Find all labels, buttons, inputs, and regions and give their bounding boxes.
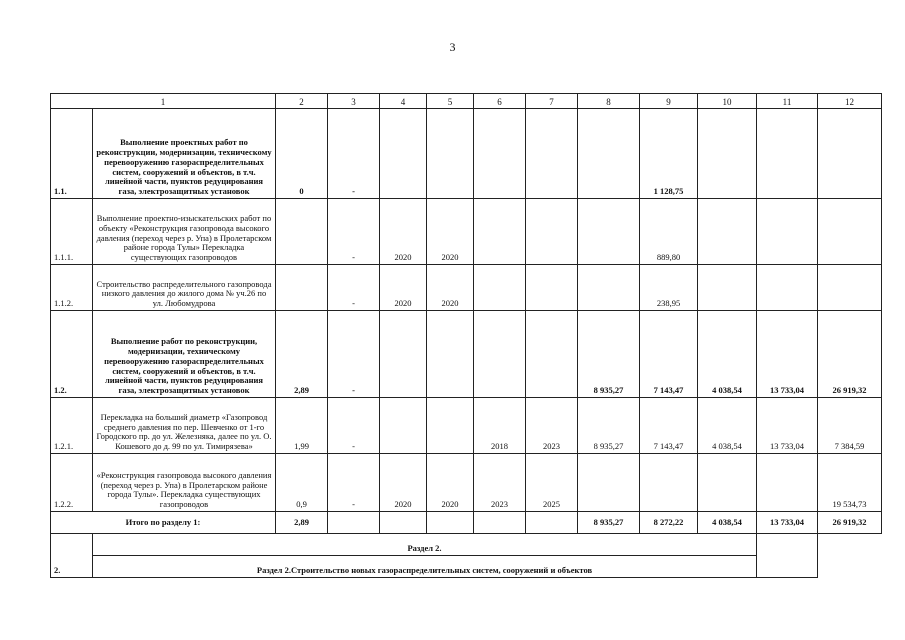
table-cell: -	[328, 109, 380, 199]
table-cell	[526, 109, 578, 199]
investment-table	[50, 93, 882, 578]
page-number: 3	[449, 40, 456, 54]
table-cell	[818, 199, 882, 265]
section-number: 2.	[51, 534, 93, 578]
table-cell: 4 038,54	[698, 398, 757, 454]
table-cell	[474, 199, 526, 265]
table-cell: 2020	[380, 199, 427, 265]
table-cell: -	[328, 311, 380, 398]
table-cell	[427, 311, 474, 398]
table-cell	[526, 265, 578, 311]
table-cell: 2,89	[276, 311, 328, 398]
section-subtitle: Раздел 2.Строительство новых газораспределительных систем, сооружений и объектов	[93, 556, 757, 578]
row-number: 1.1.	[51, 109, 93, 199]
column-header: 2	[276, 94, 328, 109]
total-cell: 2,89	[276, 512, 328, 534]
table-cell: 8 935,27	[578, 311, 640, 398]
table-cell	[427, 109, 474, 199]
table-cell: 2020	[380, 265, 427, 311]
table-cell: 2020	[427, 199, 474, 265]
table-cell	[276, 265, 328, 311]
column-header: 4	[380, 94, 427, 109]
table-cell: 0	[276, 109, 328, 199]
table-cell: 4 038,54	[698, 311, 757, 398]
table-cell	[578, 454, 640, 512]
table-cell: 7 384,59	[818, 398, 882, 454]
table-cell	[474, 311, 526, 398]
table-cell: 238,95	[640, 265, 698, 311]
total-cell: 8 272,22	[640, 512, 698, 534]
column-header: 1	[51, 94, 276, 109]
column-header: 11	[757, 94, 818, 109]
table-cell: 2020	[380, 454, 427, 512]
table-cell	[757, 265, 818, 311]
table-cell: 7 143,47	[640, 398, 698, 454]
table-cell	[818, 265, 882, 311]
row-number: 1.2.2.	[51, 454, 93, 512]
table-cell	[818, 109, 882, 199]
row-description: «Реконструкция газопровода высокого давления (переход через р. Упа) в Пролетарском районе города Тулы». Перекладка существующих газопроводов	[93, 454, 276, 512]
column-header: 5	[427, 94, 474, 109]
row-description: Выполнение работ по реконструкции, модернизации, техническому перевооружению газораспределительных систем, сооружений и объектов, в т.ч. линейной части, пунктов редуцирования газа, электрозащитных установок	[93, 311, 276, 398]
total-row	[51, 512, 882, 534]
table-cell: 8 935,27	[578, 398, 640, 454]
column-header: 6	[474, 94, 526, 109]
total-cell	[427, 512, 474, 534]
table-row	[51, 265, 882, 311]
section-title: Раздел 2.	[93, 534, 757, 556]
column-header: 10	[698, 94, 757, 109]
table-cell: 1 128,75	[640, 109, 698, 199]
row-number: 1.2.1.	[51, 398, 93, 454]
table-cell: 7 143,47	[640, 311, 698, 398]
table-cell	[698, 199, 757, 265]
table-row	[51, 199, 882, 265]
table-cell: 2020	[427, 454, 474, 512]
table-cell: 1,99	[276, 398, 328, 454]
table-cell: 2018	[474, 398, 526, 454]
table-cell	[474, 109, 526, 199]
table-cell	[380, 109, 427, 199]
table-cell: -	[328, 199, 380, 265]
total-cell: 26 919,32	[818, 512, 882, 534]
section-row	[51, 534, 882, 556]
total-cell	[474, 512, 526, 534]
table-cell	[380, 311, 427, 398]
table-cell	[698, 265, 757, 311]
total-cell	[526, 512, 578, 534]
table-row	[51, 311, 882, 398]
row-number: 1.2.	[51, 311, 93, 398]
table-row	[51, 398, 882, 454]
table-cell: -	[328, 454, 380, 512]
total-cell	[380, 512, 427, 534]
table-cell	[578, 109, 640, 199]
row-description: Строительство распределительного газопровода низкого давления до жилого дома № уч.26 по ул. Любомудрова	[93, 265, 276, 311]
table-cell	[427, 398, 474, 454]
table-cell	[757, 199, 818, 265]
row-number: 1.1.2.	[51, 265, 93, 311]
table-cell: 13 733,04	[757, 398, 818, 454]
column-header: 3	[328, 94, 380, 109]
row-number: 1.1.1.	[51, 199, 93, 265]
table-cell: -	[328, 265, 380, 311]
table-cell	[474, 265, 526, 311]
table-cell: 2023	[526, 398, 578, 454]
table-cell: 889,80	[640, 199, 698, 265]
row-description: Выполнение проектно-изыскательских работ по объекту «Реконструкция газопровода высокого давления (переход через р. Упа) в Пролетарском районе города Тулы» Перекладка существующих газопроводов	[93, 199, 276, 265]
table-row	[51, 109, 882, 199]
table-cell: -	[328, 398, 380, 454]
table-cell: 2025	[526, 454, 578, 512]
table-cell	[380, 398, 427, 454]
table-cell: 2020	[427, 265, 474, 311]
table-cell: 26 919,32	[818, 311, 882, 398]
column-header: 12	[818, 94, 882, 109]
table-cell	[698, 109, 757, 199]
total-cell: 4 038,54	[698, 512, 757, 534]
row-description: Выполнение проектных работ по реконструкции, модернизации, техническому перевооружению газораспределительных систем, сооружений и объектов, в т.ч. линейной части, пунктов редуцирования газа, электрозащитных установок	[93, 109, 276, 199]
section-empty-cell	[757, 534, 818, 578]
table-cell	[578, 199, 640, 265]
table-cell	[526, 199, 578, 265]
total-cell: 8 935,27	[578, 512, 640, 534]
column-header: 8	[578, 94, 640, 109]
table-cell	[640, 454, 698, 512]
total-label: Итого по разделу 1:	[51, 512, 276, 534]
table-cell: 2023	[474, 454, 526, 512]
row-description: Перекладка на больший диаметр «Газопровод среднего давления по пер. Шевченко от 1-го Городского пр. до ул. Железняка, далее по ул. О. Кошевого до д. 99 по ул. Тимирязева»	[93, 398, 276, 454]
table-cell	[526, 311, 578, 398]
table-cell: 0,9	[276, 454, 328, 512]
table-cell: 19 534,73	[818, 454, 882, 512]
total-cell	[328, 512, 380, 534]
header-row	[51, 94, 882, 109]
column-header: 9	[640, 94, 698, 109]
table-cell	[276, 199, 328, 265]
table-cell	[578, 265, 640, 311]
column-header: 7	[526, 94, 578, 109]
total-cell: 13 733,04	[757, 512, 818, 534]
table-cell: 13 733,04	[757, 311, 818, 398]
table-row	[51, 454, 882, 512]
table-cell	[757, 454, 818, 512]
table-cell	[757, 109, 818, 199]
table-cell	[698, 454, 757, 512]
